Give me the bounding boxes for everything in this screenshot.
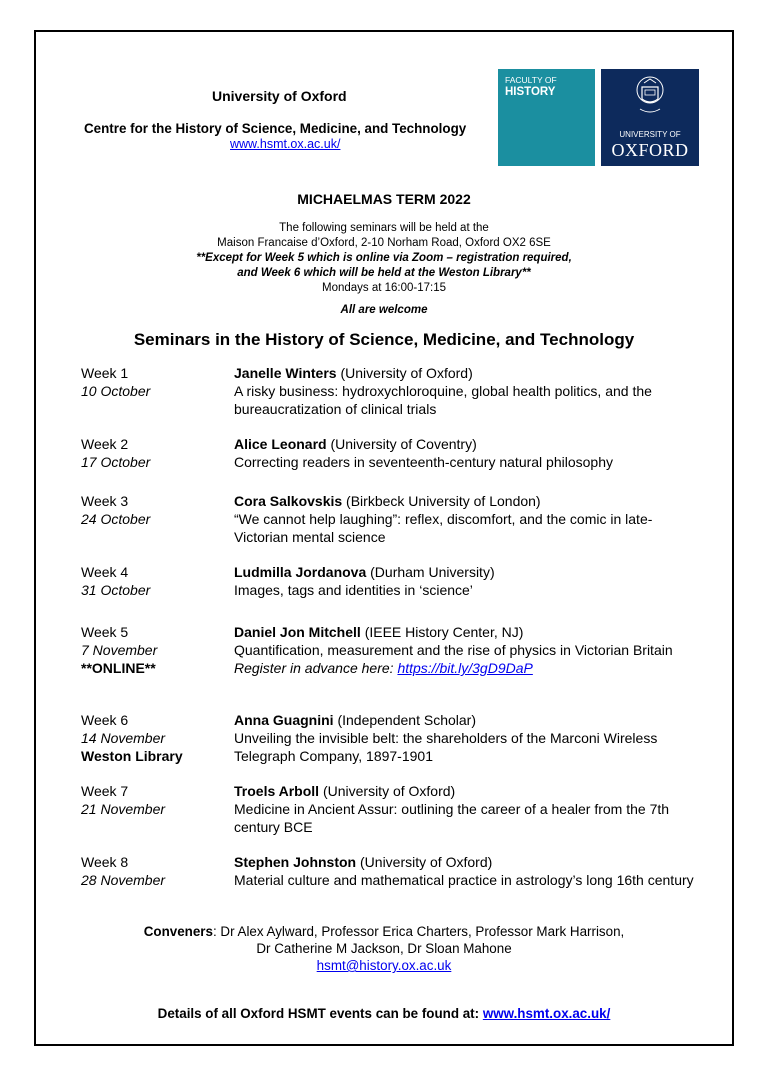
speaker-affiliation: (University of Oxford) (336, 365, 473, 381)
speaker-name: Ludmilla Jordanova (234, 564, 367, 580)
series-title: Seminars in the History of Science, Medicine, and Technology (133, 330, 635, 349)
week-date: 10 October (81, 383, 151, 399)
speaker-name: Alice Leonard (234, 436, 327, 452)
week-3-talk (234, 492, 704, 546)
week-date: 21 November (81, 801, 166, 817)
term-heading: MICHAELMAS TERM 2022 (297, 191, 471, 207)
talk-title: “We cannot help laughing”: reflex, discomfort, and the comic in late-Victorian mental science (234, 511, 653, 545)
speaker-name: Troels Arboll (234, 783, 320, 799)
footer (34, 1006, 734, 1021)
talk-title: Correcting readers in seventeenth-century natural philosophy (234, 454, 613, 470)
week-location-note: Weston Library (81, 748, 183, 764)
week-2-label (81, 435, 150, 471)
week-number: Week 3 (81, 493, 129, 509)
week-date: 24 October (81, 511, 151, 527)
venue-line-2: Maison Francaise d’Oxford, 2-10 Norham Road, Oxford OX2 6SE (217, 237, 551, 249)
week-date: 28 November (81, 872, 166, 888)
speaker-affiliation: (University of Coventry) (326, 436, 477, 452)
conveners-list-2: Dr Catherine M Jackson, Dr Sloan Mahone (256, 941, 512, 956)
talk-title: Medicine in Ancient Assur: outlining the career of a healer from the 7th century BCE (234, 801, 670, 835)
university-of-oxford-logo (601, 69, 699, 166)
week-7-label (81, 782, 165, 818)
week-date: 7 November (81, 642, 158, 658)
speaker-affiliation: (IEEE History Center, NJ) (360, 624, 524, 640)
speaker-name: Daniel Jon Mitchell (234, 624, 361, 640)
venue-line-1: The following seminars will be held at the (279, 222, 489, 234)
speaker-affiliation: (University of Oxford) (319, 783, 456, 799)
week-number: Week 2 (81, 436, 129, 452)
faculty-of-history-logo (498, 69, 595, 166)
faculty-logo-line1: FACULTY OF (505, 75, 557, 85)
week-number: Week 6 (81, 712, 129, 728)
week-8-talk (234, 853, 704, 889)
centre-website-link[interactable]: www.hsmt.ox.ac.uk/ (230, 137, 341, 151)
conveners-email-link[interactable]: hsmt@history.ox.ac.uk (316, 958, 452, 973)
university-name: University of Oxford (212, 88, 347, 104)
footer-website-link[interactable]: www.hsmt.ox.ac.uk/ (482, 1006, 611, 1021)
talk-title: Quantification, measurement and the rise of physics in Victorian Britain (234, 642, 673, 658)
week-number: Week 4 (81, 564, 129, 580)
week-3-label (81, 492, 150, 528)
week-number: Week 8 (81, 854, 129, 870)
week-6-talk (234, 711, 704, 765)
week-1-label (81, 364, 150, 400)
registration-link[interactable]: https://bit.ly/3gD9DaP (397, 660, 533, 676)
footer-text: Details of all Oxford HSMT events can be found at: (157, 1006, 483, 1021)
talk-title: Material culture and mathematical practice in astrology’s long 16th century (234, 872, 694, 888)
week-number: Week 5 (81, 624, 129, 640)
week-4-talk (234, 563, 704, 599)
conveners-label: Conveners (143, 924, 213, 939)
registration-text: Register in advance here: (234, 660, 398, 676)
week-2-talk (234, 435, 704, 471)
all-welcome-note: All are welcome (340, 304, 428, 316)
speaker-name: Janelle Winters (234, 365, 337, 381)
week-number: Week 7 (81, 783, 129, 799)
week-date: 17 October (81, 454, 151, 470)
talk-title: A risky business: hydroxychloroquine, global health politics, and the bureaucratization of clinical trials (234, 383, 652, 417)
speaker-affiliation: (Durham University) (366, 564, 495, 580)
week-1-talk (234, 364, 704, 418)
week-8-label (81, 853, 165, 889)
speaker-name: Cora Salkovskis (234, 493, 343, 509)
faculty-logo-line2: HISTORY (505, 86, 556, 98)
venue-exception-line-1: **Except for Week 5 which is online via Zoom – registration required, (196, 252, 572, 264)
week-4-label (81, 563, 150, 599)
speaker-name: Stephen Johnston (234, 854, 357, 870)
week-7-talk (234, 782, 704, 836)
centre-name: Centre for the History of Science, Medicine, and Technology (84, 121, 467, 136)
oxford-crest-icon (635, 75, 665, 119)
week-5-label (81, 623, 157, 677)
venue-time: Mondays at 16:00-17:15 (321, 282, 447, 294)
venue-info (34, 221, 734, 296)
week-number: Week 1 (81, 365, 129, 381)
venue-exception-line-2: and Week 6 which will be held at the Weston Library** (237, 267, 531, 279)
week-date: 14 November (81, 730, 166, 746)
oxford-logo-line2: OXFORD (611, 140, 689, 160)
week-date: 31 October (81, 582, 151, 598)
oxford-logo-line1: UNIVERSITY OF (619, 130, 681, 139)
talk-title: Unveiling the invisible belt: the shareholders of the Marconi Wireless Telegraph Company, 1897-1901 (234, 730, 658, 764)
speaker-affiliation: (University of Oxford) (356, 854, 493, 870)
conveners-block (34, 923, 734, 974)
speaker-name: Anna Guagnini (234, 712, 334, 728)
conveners-list-1: : Dr Alex Aylward, Professor Erica Charters, Professor Mark Harrison, (212, 924, 625, 939)
week-5-talk (234, 623, 704, 677)
speaker-affiliation: (Birkbeck University of London) (342, 493, 541, 509)
week-location-note: **ONLINE** (81, 660, 156, 676)
speaker-affiliation: (Independent Scholar) (333, 712, 476, 728)
week-6-label (81, 711, 183, 765)
talk-title: Images, tags and identities in ‘science’ (234, 582, 473, 598)
